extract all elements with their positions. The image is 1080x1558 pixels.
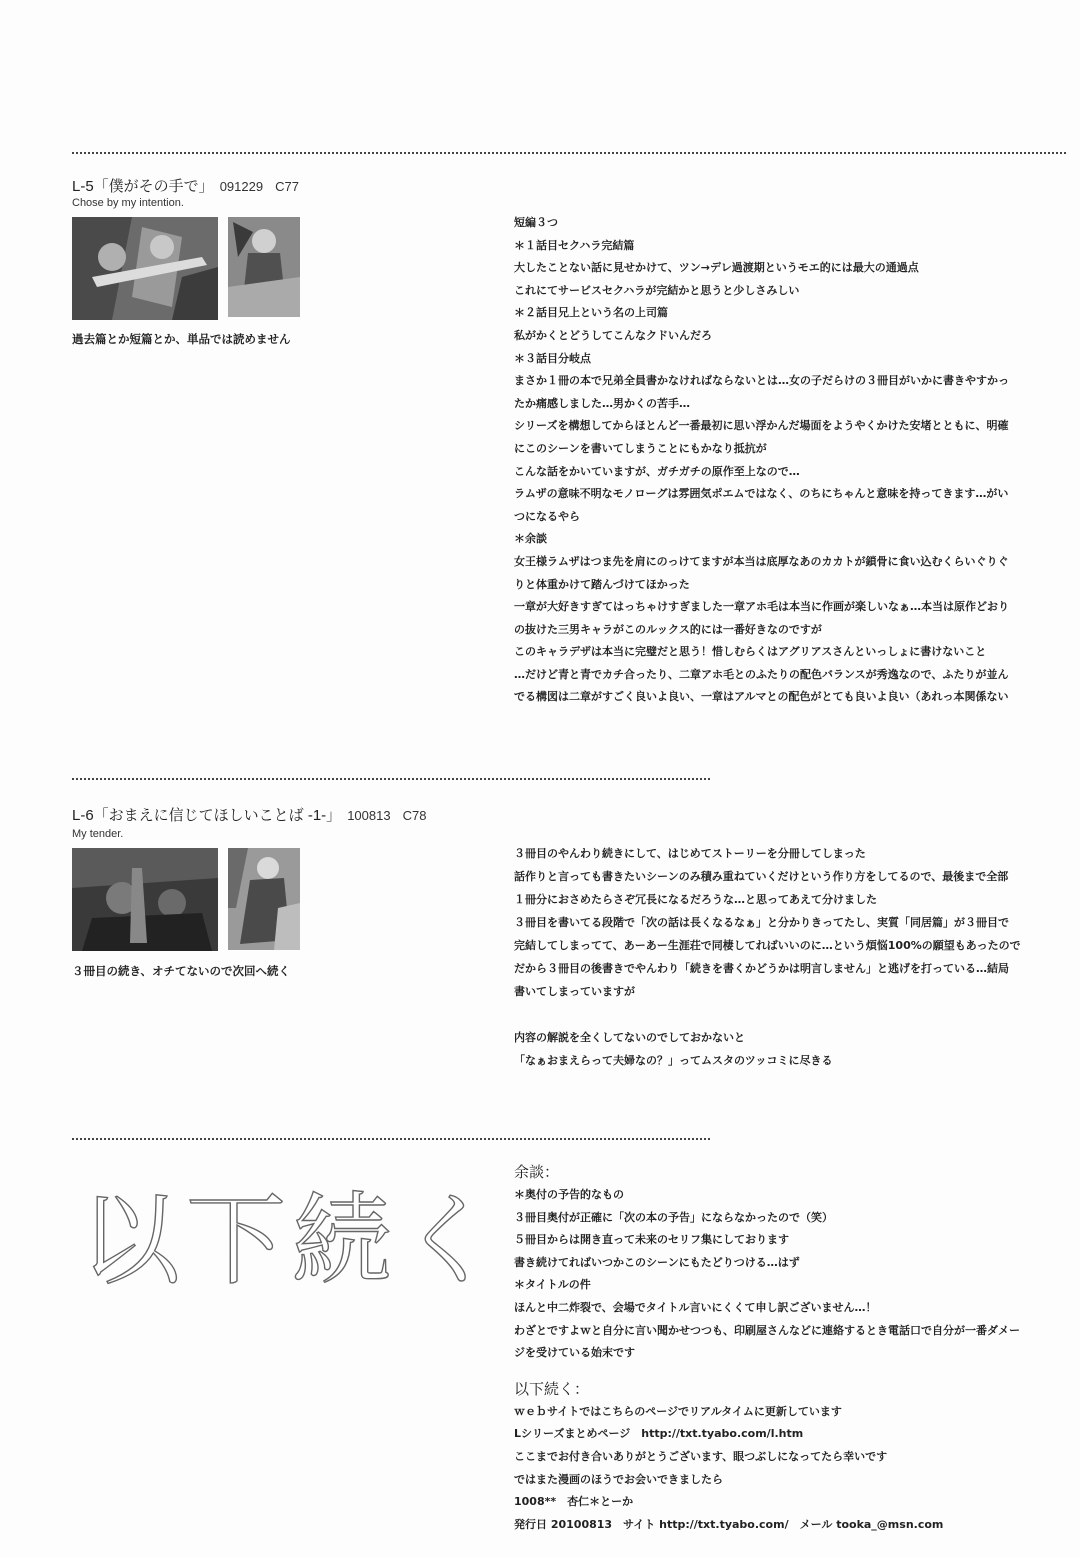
note-line: でる構図は二章がすごく良いよ良い、一章はアルマとの配色がとても良いよ良い（あれっ本関係ない xyxy=(514,690,1009,704)
note-line: シリーズを構想してからほとんど一番最初に思い浮かんだ場面をようやくかけた安堵とともに、明確 xyxy=(514,419,1009,433)
note-line: ＊奥付の予告的なもの xyxy=(514,1188,624,1201)
note-line: 話作りと言っても書きたいシーンのみ積み重ねていくだけという作り方をしてるので、最後まで全部 xyxy=(514,870,1009,883)
note-line: ＊余談 xyxy=(514,532,547,546)
note-line: にこのシーンを書いてしまうことにもかなり抵抗が xyxy=(514,441,767,455)
note-line: ５冊目からは開き直って未来のセリフ集にしております xyxy=(514,1233,789,1247)
note-line: ＊タイトルの件 xyxy=(514,1278,591,1292)
note-line: の抜けた三男キャラがこのルックス的には一番好きなのですが xyxy=(514,622,822,636)
note-line: ＊３話目分岐点 xyxy=(514,351,591,365)
afterword-heading: 余談： xyxy=(514,1163,560,1181)
event-code: C78 xyxy=(402,808,427,823)
section-caption: 過去篇とか短篇とか、単品では読めません xyxy=(72,332,291,346)
note-line: ここまでお付き合いありがとうございます、眼つぶしになってたら幸いです xyxy=(514,1449,888,1463)
title-text: L-6「おまえに信じてほしいことば -1-」 xyxy=(72,807,342,824)
note-line: ３冊目のやんわり続きにして、はじめてストーリーを分冊してしまった xyxy=(514,847,866,860)
note-line: 私がかくとどうしてこんなクドいんだろ xyxy=(514,328,712,342)
note-line: まさか１冊の本で兄弟全員書かなければならないとは…女の子だらけの３冊目がいかに書きやすかっ xyxy=(514,374,1009,388)
note-line: りと体重かけて踏んづけてほかった xyxy=(514,577,690,591)
series-link[interactable]: Lシリーズまとめページ http://txt.tyabo.com/l.htm xyxy=(514,1427,804,1441)
note-line: ほんと中二炸裂で、会場でタイトル言いにくくて申し訳ございません…！ xyxy=(514,1300,877,1314)
note-line: ３冊目奥付が正確に「次の本の予告」にならなかったので（笑） xyxy=(514,1210,833,1224)
continued-heading: 以下続く： xyxy=(514,1379,590,1398)
note-line: こんな話をかいていますが、ガチガチの原作至上なので… xyxy=(514,464,800,478)
note-line: …だけど青と青でカチ合ったり、二章アホ毛とのふたりの配色バランスが秀逸なので、ふたりが並ん xyxy=(514,667,1009,681)
note-line: ＊１話目セクハラ完結篇 xyxy=(514,238,635,252)
section-notes xyxy=(514,212,1060,709)
note-line: ｗｅｂサイトではこちらのページでリアルタイムに更新しています xyxy=(514,1404,842,1418)
publication-info[interactable]: 発行日 20100813 サイト http://txt.tyabo.com/ メール tooka_@msn.com xyxy=(514,1517,944,1531)
event-code: C77 xyxy=(275,179,299,194)
release-date: 100813 xyxy=(347,808,391,823)
note-line: ３冊目を書いてる段階で「次の話は長くなるなぁ」と分かりきってたし、実質「同居篇」が３冊目で xyxy=(514,916,1009,929)
title-text: L-5「僕がその手で」 xyxy=(72,178,214,195)
section-title xyxy=(72,175,299,196)
to-be-continued-heading: 以下続く xyxy=(80,1182,504,1299)
section-caption: ３冊目の続き、オチてないので次回へ続く xyxy=(72,964,291,978)
note-line: だから３冊目の後書きでやんわり「続きを書くかどうかは明言しません」と逃げを打っている…結局 xyxy=(514,962,1009,975)
section-notes xyxy=(514,842,1060,1072)
note-line: ラムザの意味不明なモノローグは雰囲気ポエムではなく、のちにちゃんと意味を持ってきます…がい xyxy=(514,487,1009,501)
note-line: つになるやら xyxy=(514,509,580,523)
note-line: １冊分におさめたらさぞ冗長になるだろうな…と思ってあえて分けました xyxy=(514,893,877,906)
note-line: このキャラデザは本当に完璧だと思う！惜しむらくはアグリアスさんといっしょに書けないこと xyxy=(514,645,987,659)
section-divider xyxy=(72,1138,710,1140)
note-line: 短編３つ xyxy=(514,216,558,229)
note-line: たか痛感しました…男かくの苦手… xyxy=(514,396,690,410)
note-line: 書いてしまっていますが xyxy=(514,985,635,998)
cover-illustration xyxy=(228,848,300,950)
note-line: 女王様ラムザはつま先を肩にのっけてますが本当は底厚なあのカカトが鎖骨に食い込むくらいぐりぐ xyxy=(514,554,1009,568)
cover-illustration xyxy=(228,217,300,317)
note-line: わざとですよｗと自分に言い聞かせつつも、印刷屋さんなどに連絡するとき電話口で自分が一番ダメー xyxy=(514,1323,1020,1337)
section-title xyxy=(72,804,426,825)
section-divider xyxy=(72,778,710,780)
note-line: 内容の解説を全くしてないのでしておかないと xyxy=(514,1031,745,1044)
afterword-notes xyxy=(514,1160,1060,1536)
note-line: 書き続けてればいつかこのシーンにもたどりつける…はず xyxy=(514,1255,800,1269)
note-line: 完結してしまってて、あーあー生涯荘で同棲してればいいのに…という煩悩100%の願望もあったので xyxy=(514,939,1021,952)
author-signature: 1008** 杏仁＊とーか xyxy=(514,1495,634,1509)
cover-illustration xyxy=(72,217,218,320)
note-line: ではまた漫画のほうでお会いできましたら xyxy=(514,1472,723,1486)
note-line: これにてサービスセクハラが完結かと思うと少しさみしい xyxy=(514,283,800,297)
release-date: 091229 xyxy=(219,179,264,194)
cover-illustration xyxy=(72,848,218,951)
section-divider xyxy=(72,152,1066,154)
note-line: 大したことない話に見せかけて、ツン→デレ過渡期というモエ的には最大の通過点 xyxy=(514,261,919,275)
section-subtitle: Chose by my intention. xyxy=(72,197,184,209)
section-subtitle: My tender. xyxy=(72,828,124,840)
note-line: ＊２話目兄上という名の上司篇 xyxy=(514,306,668,320)
note-line: 一章が大好きすぎてはっちゃけすぎました一章アホ毛は本当に作画が楽しいなぁ…本当は原作どおり xyxy=(514,600,1009,614)
spacer xyxy=(514,1365,1060,1377)
note-line: 「なぁおまえらって夫婦なの？」ってムスタのツッコミに尽きる xyxy=(514,1054,833,1067)
note-line xyxy=(514,1003,1060,1026)
note-line: ジを受けている始末です xyxy=(514,1346,635,1360)
